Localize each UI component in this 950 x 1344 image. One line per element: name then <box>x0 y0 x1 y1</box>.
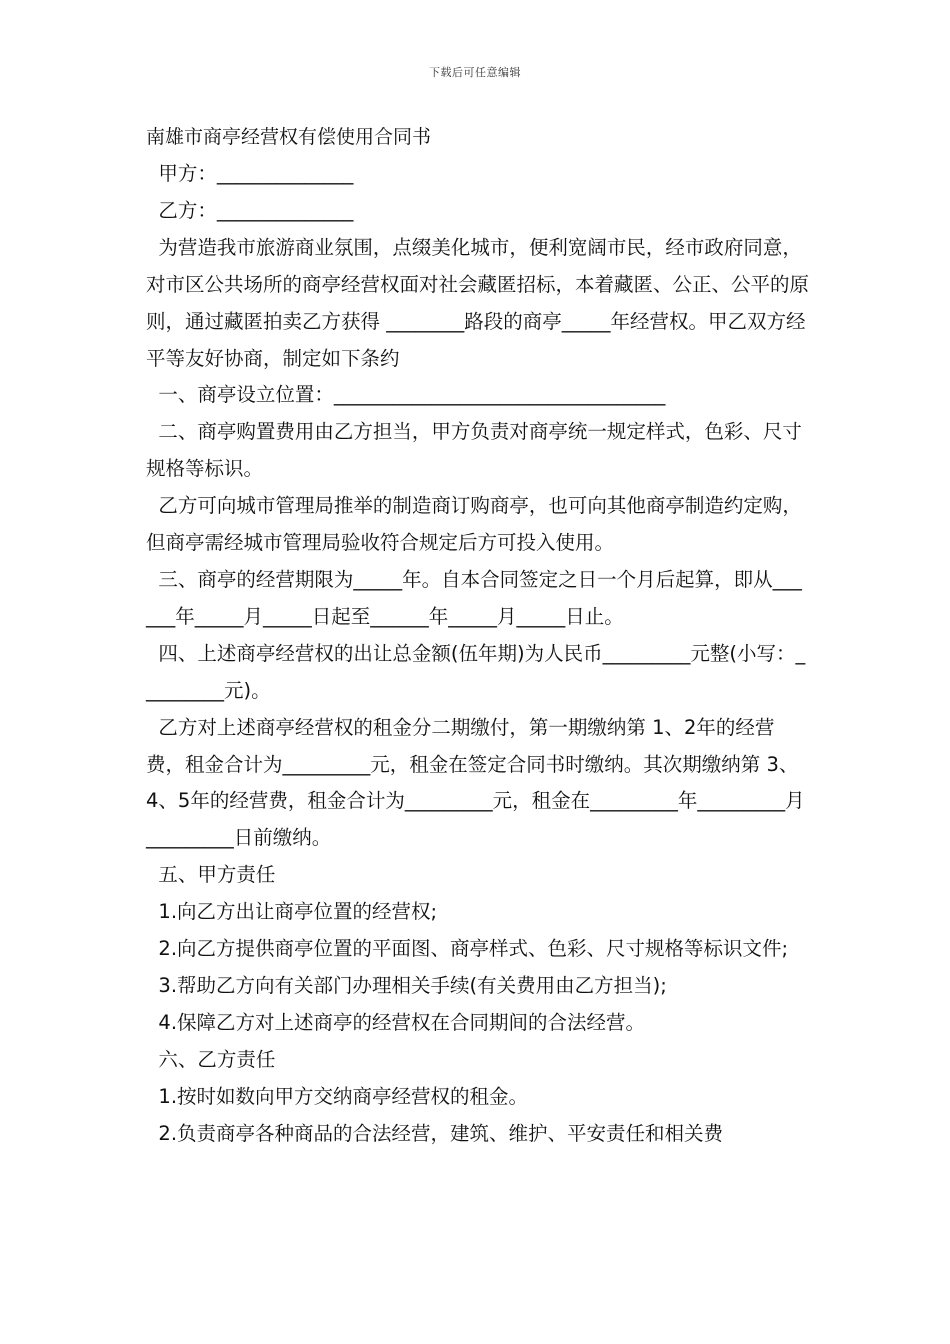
clause-6-heading: 六、乙方责任 <box>146 1047 276 1071</box>
clause-5-heading: 五、甲方责任 <box>146 863 276 887</box>
clause-6-item-2: 2.负责商亭各种商品的合法经营，建筑、维护、平安责任和相关费 <box>146 1121 724 1145</box>
clause-2-ordering: 乙方可向城市管理局推举的制造商订购商亭，也可向其他商亭制造约定购，但商亭需经城市管理局验收符合规定后方可投入使用。 <box>146 494 802 555</box>
clause-2-purchase-cost: 二、商亭购置费用由乙方担当，甲方负责对商亭统一规定样式，色彩、尺寸规格等标识。 <box>146 420 802 481</box>
clause-1-location: 一、商亭设立位置：__________________________________ <box>146 383 666 407</box>
clause-5-item-4: 4.保障乙方对上述商亭的经营权在合同期间的合法经营。 <box>146 1010 646 1034</box>
document-title: 南雄市商亭经营权有偿使用合同书 <box>146 126 432 148</box>
clause-3-term: 三、商亭的经营期限为_____年。自本合同签定之日一个月后起算，即从______年_____月_____日起至______年_____月_____日止。 <box>146 567 802 628</box>
header-note: 下载后可任意编辑 <box>429 66 521 79</box>
clause-5-item-2: 2.向乙方提供商亭位置的平面图、商亭样式、色彩、尺寸规格等标识文件; <box>146 937 789 961</box>
document-body <box>146 156 810 1152</box>
party-a-line: 甲方：______________ <box>146 162 354 185</box>
clause-5-item-1: 1.向乙方出让商亭位置的经营权; <box>146 900 438 924</box>
clause-6-item-1: 1.按时如数向甲方交纳商亭经营权的租金。 <box>146 1084 529 1108</box>
clause-4-total-amount: 四、上述商亭经营权的出让总金额(伍年期)为人民币_________元整(小写：_________元)。 <box>146 641 806 702</box>
clause-5-item-3: 3.帮助乙方向有关部门办理相关手续(有关费用由乙方担当); <box>146 973 667 997</box>
party-b-line: 乙方：______________ <box>146 198 354 222</box>
preamble-paragraph: 为营造我市旅游商业氛围，点缀美化城市，便利宽阔市民，经市政府同意，对市区公共场所的商亭经营权面对社会藏匿招标，本着藏匿、公正、公平的原则，通过藏匿拍卖乙方获得 ________路段的商亭_____年经营权。甲乙双方经平等友好协商，制定如下条约 <box>146 235 810 370</box>
clause-4-payment-schedule: 乙方对上述商亭经营权的租金分二期缴付，第一期缴纳第 1、2年的经营费，租金合计为_________元，租金在签定合同书时缴纳。其次期缴纳第 3、4、5年的经营费，租金合计为_________元，租金在_________年_________月_________日前缴纳。 <box>146 715 805 850</box>
